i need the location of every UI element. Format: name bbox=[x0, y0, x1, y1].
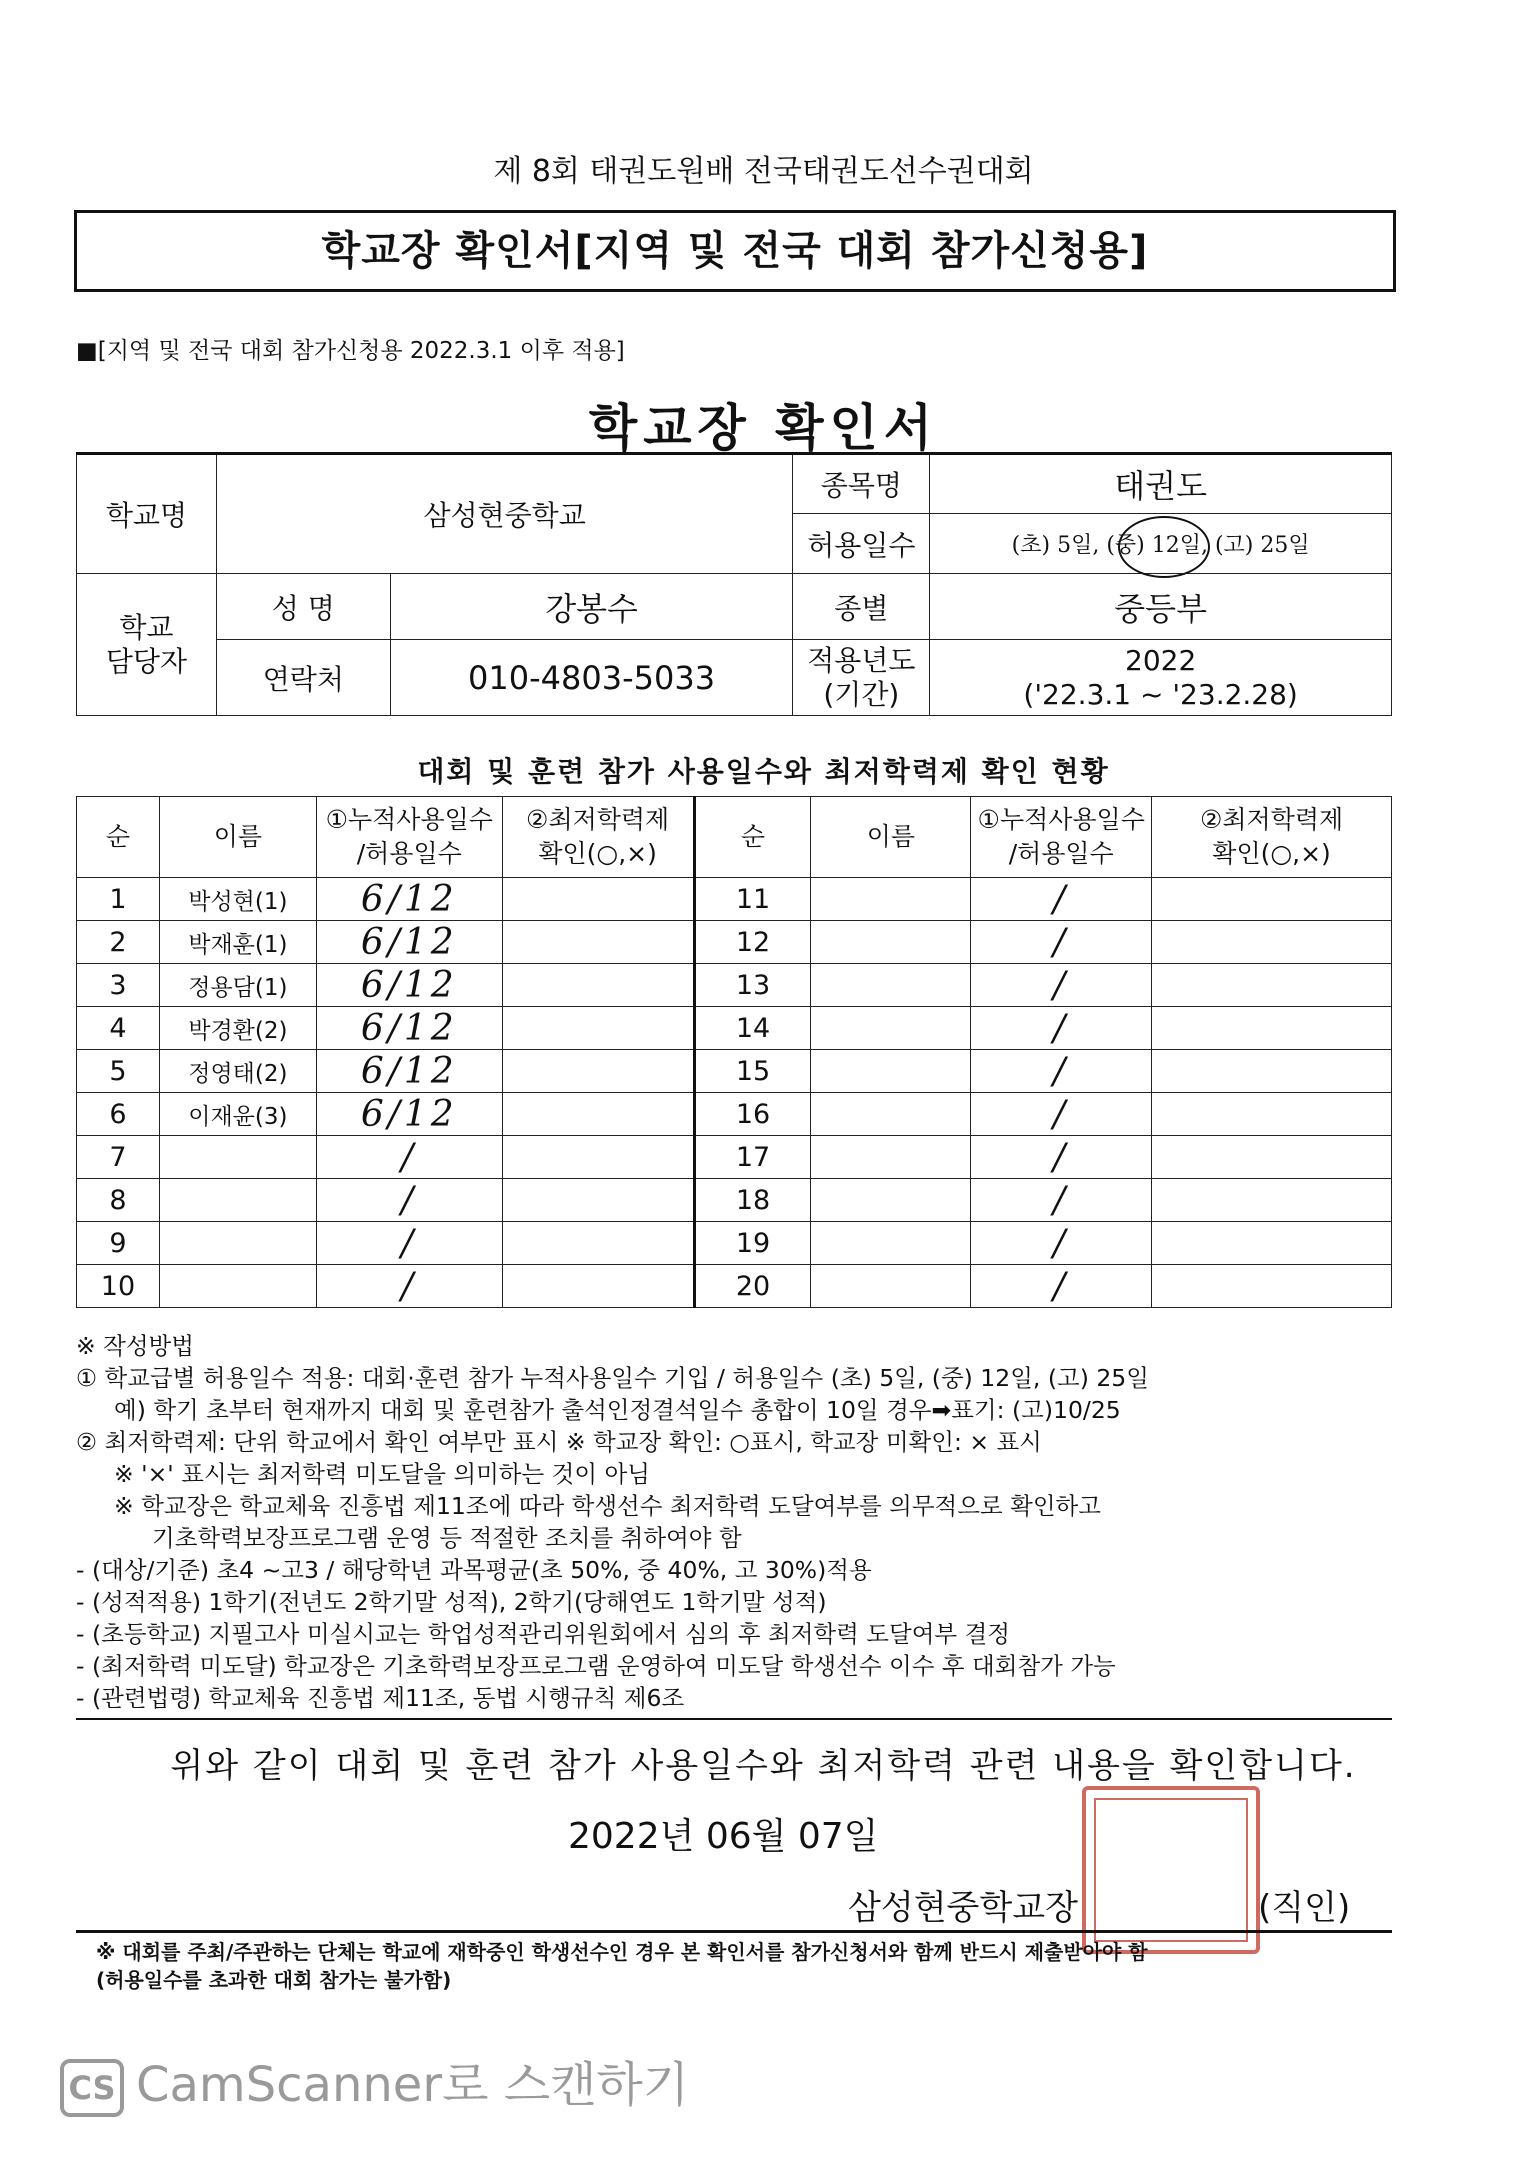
row-name-right bbox=[811, 1093, 971, 1136]
sport-label: 종목명 bbox=[793, 454, 930, 514]
row-min-right bbox=[1152, 1093, 1392, 1136]
row-min bbox=[502, 964, 694, 1007]
row-name: 박재훈(1) bbox=[159, 921, 316, 964]
manager-label bbox=[77, 574, 217, 716]
row-days-right: / bbox=[971, 1222, 1152, 1265]
row-min-right bbox=[1152, 964, 1392, 1007]
row-name: 이재윤(3) bbox=[159, 1093, 316, 1136]
row-min bbox=[502, 1179, 694, 1222]
header-min-2-right: 확인(○,×) bbox=[1212, 839, 1331, 868]
row-days-right: / bbox=[971, 1050, 1152, 1093]
row-min bbox=[502, 1007, 694, 1050]
detail-1: - (대상/기준) 초4 ~고3 / 해당학년 과목평균(초 50%, 중 40%, 고 30%)적용 bbox=[76, 1556, 872, 1584]
divider bbox=[76, 1718, 1392, 1720]
year-label-1: 적용년도 bbox=[807, 643, 916, 677]
official-seal bbox=[1082, 1786, 1260, 1954]
boxed-title-text: 학교장 확인서[지역 및 전국 대회 참가신청용] bbox=[321, 228, 1149, 274]
row-name-right bbox=[811, 1136, 971, 1179]
footnote-2: (허용일수를 초과한 대회 참가는 불가함) bbox=[96, 1968, 452, 1992]
row-min bbox=[502, 878, 694, 921]
row-no-right: 20 bbox=[694, 1265, 811, 1308]
name-value: 강봉수 bbox=[390, 574, 793, 640]
row-no-right: 15 bbox=[694, 1050, 811, 1093]
roster-section-title: 대회 및 훈련 참가 사용일수와 최저학력제 확인 현황 bbox=[417, 755, 1110, 788]
row-no-right: 16 bbox=[694, 1093, 811, 1136]
row-min-right bbox=[1152, 1007, 1392, 1050]
row-no: 7 bbox=[77, 1136, 160, 1179]
footnote-1: ※ 대회를 주최/주관하는 단체는 학교에 재학중인 학생선수인 경우 본 확인서를 참가신청서와 함께 반드시 제출받아야 함 bbox=[96, 1940, 1148, 1964]
header-days-1-right: ①누적사용일수 bbox=[977, 805, 1145, 834]
detail-3: - (초등학교) 지필고사 미실시교는 학업성적관리위원회에서 심의 후 최저학력 도달여부 결정 bbox=[76, 1620, 1010, 1648]
row-name bbox=[159, 1265, 316, 1308]
header-days-2: /허용일수 bbox=[356, 839, 462, 868]
row-no: 5 bbox=[77, 1050, 160, 1093]
row-days: 6/12 bbox=[316, 1093, 502, 1136]
year-label-2: (기간) bbox=[823, 677, 900, 711]
row-days: 6/12 bbox=[316, 964, 502, 1007]
row-no: 2 bbox=[77, 921, 160, 964]
sport-value: 태권도 bbox=[930, 454, 1392, 514]
row-min-right bbox=[1152, 1222, 1392, 1265]
row-no-right: 13 bbox=[694, 964, 811, 1007]
row-days: / bbox=[316, 1136, 502, 1179]
camscanner-logo-icon: CS bbox=[60, 2059, 124, 2117]
row-min bbox=[502, 1136, 694, 1179]
row-no-right: 11 bbox=[694, 878, 811, 921]
handwritten-circle-mark bbox=[1118, 516, 1210, 578]
roster-table bbox=[76, 796, 1392, 1308]
row-days-right: / bbox=[971, 878, 1152, 921]
contact-value: 010-4803-5033 bbox=[390, 640, 793, 716]
detail-4: - (최저학력 미도달) 학교장은 기초학력보장프로그램 운영하여 미도달 학생선수 이수 후 대회참가 가능 bbox=[76, 1652, 1116, 1680]
division-value: 중등부 bbox=[930, 574, 1392, 640]
boxed-title bbox=[74, 210, 1396, 292]
roster-body bbox=[77, 878, 1392, 1308]
row-min-right bbox=[1152, 1136, 1392, 1179]
detail-5: - (관련법령) 학교체육 진흥법 제11조, 동법 시행규칙 제6조 bbox=[76, 1684, 685, 1712]
row-min-right bbox=[1152, 921, 1392, 964]
row-days-right: / bbox=[971, 1007, 1152, 1050]
row-name bbox=[159, 1222, 316, 1265]
row-min-right bbox=[1152, 878, 1392, 921]
official-seal-inner bbox=[1094, 1798, 1248, 1942]
instructions bbox=[76, 1330, 1396, 1714]
scanner-watermark bbox=[60, 2046, 689, 2117]
row-days-right: / bbox=[971, 1093, 1152, 1136]
allowed-days-label: 허용일수 bbox=[793, 514, 930, 574]
row-min bbox=[502, 1050, 694, 1093]
row-days-right: / bbox=[971, 964, 1152, 1007]
row-min bbox=[502, 1265, 694, 1308]
row-no: 6 bbox=[77, 1093, 160, 1136]
competition-title: 제 8회 태권도원배 전국태권도선수권대회 bbox=[493, 154, 1034, 189]
page-title: 학교장 확인서 bbox=[588, 399, 939, 457]
seal-label: (직인) bbox=[1258, 1888, 1351, 1928]
row-days-right: / bbox=[971, 1136, 1152, 1179]
row-name: 박경환(2) bbox=[159, 1007, 316, 1050]
row-name-right bbox=[811, 921, 971, 964]
manager-label-1: 학교 bbox=[119, 610, 174, 644]
note-1b: 예) 학기 초부터 현재까지 대회 및 훈련참가 출석인정결석일수 총합이 10일 경우➡표기: (고)10/25 bbox=[114, 1396, 1121, 1424]
row-days-right: / bbox=[971, 1265, 1152, 1308]
note-2a: ② 최저학력제: 단위 학교에서 확인 여부만 표시 ※ 학교장 확인: ○표시, 학교장 미확인: × 표시 bbox=[76, 1428, 1042, 1456]
row-days: / bbox=[316, 1222, 502, 1265]
row-days: 6/12 bbox=[316, 1007, 502, 1050]
row-min-right bbox=[1152, 1265, 1392, 1308]
apply-note: ■[지역 및 전국 대회 참가신청용 2022.3.1 이후 적용] bbox=[76, 338, 625, 364]
contact-label: 연락처 bbox=[216, 640, 390, 716]
row-no: 8 bbox=[77, 1179, 160, 1222]
header-no-left: 순 bbox=[77, 797, 160, 878]
row-name: 정용담(1) bbox=[159, 964, 316, 1007]
note-2c: ※ 학교장은 학교체육 진흥법 제11조에 따라 학생선수 최저학력 도달여부를 의무적으로 확인하고 bbox=[114, 1492, 1101, 1520]
header-no-right: 순 bbox=[694, 797, 811, 878]
header-days-left bbox=[316, 797, 502, 878]
row-name-right bbox=[811, 1050, 971, 1093]
header-min-2: 확인(○,×) bbox=[538, 839, 657, 868]
row-name: 정영태(2) bbox=[159, 1050, 316, 1093]
row-name-right bbox=[811, 964, 971, 1007]
row-no: 9 bbox=[77, 1222, 160, 1265]
year-value-2: ('22.3.1 ~ '23.2.28) bbox=[1023, 677, 1298, 711]
table-row bbox=[77, 921, 1392, 964]
table-row bbox=[77, 1007, 1392, 1050]
year-value bbox=[930, 640, 1392, 716]
row-days: / bbox=[316, 1179, 502, 1222]
row-name-right bbox=[811, 1222, 971, 1265]
confirmation-statement: 위와 같이 대회 및 훈련 참가 사용일수와 최저학력 관련 내용을 확인합니다. bbox=[170, 1746, 1357, 1786]
row-min-right bbox=[1152, 1179, 1392, 1222]
header-days-1: ①누적사용일수 bbox=[325, 805, 493, 834]
table-row bbox=[77, 1093, 1392, 1136]
note-2d: 기초학력보장프로그램 운영 등 적절한 조치를 취하여야 함 bbox=[152, 1524, 742, 1552]
table-row bbox=[77, 878, 1392, 921]
row-name-right bbox=[811, 1179, 971, 1222]
table-row bbox=[77, 1179, 1392, 1222]
row-no-right: 14 bbox=[694, 1007, 811, 1050]
school-label: 학교명 bbox=[77, 454, 217, 574]
info-table bbox=[76, 452, 1392, 716]
row-min bbox=[502, 1093, 694, 1136]
table-row bbox=[77, 1050, 1392, 1093]
row-no: 1 bbox=[77, 878, 160, 921]
row-min bbox=[502, 1222, 694, 1265]
table-row bbox=[77, 1265, 1392, 1308]
header-min-1-right: ②최저학력제 bbox=[1199, 805, 1344, 834]
row-no-right: 17 bbox=[694, 1136, 811, 1179]
header-min-left bbox=[502, 797, 694, 878]
row-no-right: 18 bbox=[694, 1179, 811, 1222]
manager-label-2: 담당자 bbox=[105, 644, 188, 678]
row-no-right: 12 bbox=[694, 921, 811, 964]
row-name-right bbox=[811, 1265, 971, 1308]
name-label: 성 명 bbox=[216, 574, 390, 640]
row-name bbox=[159, 1136, 316, 1179]
row-name-right bbox=[811, 878, 971, 921]
row-days-right: / bbox=[971, 921, 1152, 964]
row-no: 3 bbox=[77, 964, 160, 1007]
row-days: 6/12 bbox=[316, 921, 502, 964]
row-days-right: / bbox=[971, 1179, 1152, 1222]
row-name bbox=[159, 1179, 316, 1222]
division-label: 종별 bbox=[793, 574, 930, 640]
instructions-heading: ※ 작성방법 bbox=[76, 1332, 194, 1360]
header-name-left: 이름 bbox=[159, 797, 316, 878]
table-row bbox=[77, 1222, 1392, 1265]
note-1a: ① 학교급별 허용일수 적용: 대회·훈련 참가 누적사용일수 기입 / 허용일수 (초) 5일, (중) 12일, (고) 25일 bbox=[76, 1364, 1149, 1392]
row-name-right bbox=[811, 1007, 971, 1050]
row-name: 박성현(1) bbox=[159, 878, 316, 921]
watermark-text: CamScanner로 스캔하기 bbox=[136, 2057, 690, 2113]
row-days: / bbox=[316, 1265, 502, 1308]
row-days: 6/12 bbox=[316, 1050, 502, 1093]
note-2b: ※ '×' 표시는 최저학력 미도달을 의미하는 것이 아님 bbox=[114, 1460, 650, 1488]
year-label bbox=[793, 640, 930, 716]
signing-date: 2022년 06월 07일 bbox=[568, 1816, 879, 1857]
footnote bbox=[96, 1938, 1396, 1994]
header-min-1: ②최저학력제 bbox=[526, 805, 670, 834]
row-days: 6/12 bbox=[316, 878, 502, 921]
header-min-right bbox=[1152, 797, 1392, 878]
year-value-1: 2022 bbox=[1125, 643, 1197, 677]
row-min-right bbox=[1152, 1050, 1392, 1093]
row-no: 4 bbox=[77, 1007, 160, 1050]
row-min bbox=[502, 921, 694, 964]
principal-signature: 삼성현중학교장 bbox=[848, 1888, 1078, 1928]
school-value: 삼성현중학교 bbox=[216, 454, 793, 574]
allowed-days-value: (초) 5일, (중) 12일, (고) 25일 bbox=[930, 514, 1392, 574]
table-row bbox=[77, 1136, 1392, 1179]
row-no-right: 19 bbox=[694, 1222, 811, 1265]
detail-2: - (성적적용) 1학기(전년도 2학기말 성적), 2학기(당해연도 1학기말 성적) bbox=[76, 1588, 827, 1616]
header-name-right: 이름 bbox=[811, 797, 971, 878]
bottom-divider bbox=[76, 1930, 1392, 1933]
header-days-2-right: /허용일수 bbox=[1008, 839, 1114, 868]
row-no: 10 bbox=[77, 1265, 160, 1308]
table-row bbox=[77, 964, 1392, 1007]
header-days-right bbox=[971, 797, 1152, 878]
